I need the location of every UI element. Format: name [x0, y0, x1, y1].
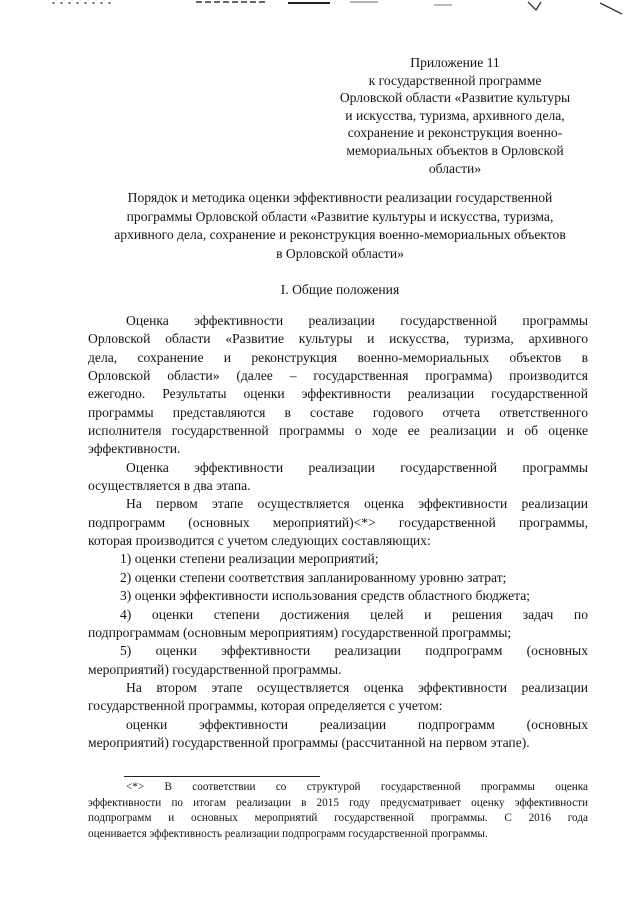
body-line: эффективности.: [88, 441, 181, 457]
body-line: Оценка эффективности реализации государственной программы: [126, 459, 588, 475]
body-line: программы представляются в составе годового отчета ответственного: [88, 404, 588, 420]
scan-artifacts: [0, 0, 640, 20]
list-item: 3) оценки эффективности использования средств областного бюджета;: [120, 588, 531, 604]
footnote-separator: [124, 776, 320, 777]
body-line: подпрограмм (основных мероприятий)<*> государственной программы,: [88, 514, 588, 530]
title-line: Порядок и методика оценки эффективности реализации государственной: [127, 190, 553, 205]
appendix-note: [322, 54, 588, 177]
body-line: Орловской области «Развитие культуры и искусства, туризма, архивного: [88, 331, 588, 347]
title-line: архивного дела, сохранение и реконструкция военно-мемориальных объектов: [114, 227, 566, 242]
body-line: дела, сохранение и реконструкция военно-мемориальных объектов в: [88, 349, 588, 365]
appendix-line: мемориальных объектов в Орловской: [346, 142, 564, 158]
appendix-line: области»: [428, 160, 482, 176]
body-line: мероприятий) государственной программы.: [88, 661, 342, 677]
appendix-line: Приложение 11: [410, 55, 500, 70]
list-item: 5) оценки эффективности реализации подпрограмм (основных: [120, 643, 588, 659]
list-item: 4) оценки степени достижения целей и решения задач по: [120, 606, 588, 622]
body-line: ежегодно. Результаты оценки эффективности реализации государственной: [88, 386, 588, 402]
section-heading: I. Общие положения: [280, 282, 400, 297]
body-line: которая производится с учетом следующих составляющих:: [88, 533, 431, 549]
body-line: осуществляется в два этапа.: [88, 478, 251, 494]
body-text: [88, 312, 588, 752]
footnote-line: подпрограмм и основных мероприятий государственной программы. С 2016 года: [88, 812, 588, 825]
document-title: [80, 189, 600, 263]
list-item: 2) оценки степени соответствия запланированному уровню затрат;: [120, 569, 507, 585]
body-line: подпрограммам (основным мероприятиям) государственной программы;: [88, 624, 512, 640]
body-line: Орловской области» (далее – государственная программа) производится: [88, 368, 588, 384]
footnote: [88, 780, 588, 842]
footnote-line: <*> В соответствии со структурой государственной программы оценка: [126, 781, 588, 793]
appendix-line: к государственной программе: [368, 72, 542, 88]
footnote-line: эффективности по итогам реализации в 2015 году предусматривает оценку эффективности: [88, 796, 588, 809]
body-line: мероприятий) государственной программы (рассчитанной на первом этапе).: [88, 734, 530, 750]
title-line: программы Орловской области «Развитие культуры и искусства, туризма,: [126, 208, 554, 224]
body-line: Оценка эффективности реализации государственной программы: [126, 313, 588, 328]
appendix-line: сохранение и реконструкция военно-: [347, 125, 563, 141]
body-line: оценки эффективности реализации подпрограмм (основных: [126, 716, 588, 732]
body-line: На втором этапе осуществляется оценка эффективности реализации: [126, 679, 588, 695]
appendix-line: Орловской области «Развитие культуры: [339, 90, 571, 106]
body-line: На первом этапе осуществляется оценка эффективности реализации: [126, 496, 588, 512]
appendix-line: и искусства, туризма, архивного дела,: [345, 107, 565, 123]
body-line: государственной программы, которая определяется с учетом:: [88, 698, 443, 714]
list-item: 1) оценки степени реализации мероприятий;: [120, 551, 379, 567]
title-line: в Орловской области»: [276, 245, 404, 261]
body-line: исполнителя государственной программы о ходе ее реализации и об оценке: [88, 423, 588, 439]
footnote-line: оценивается эффективность реализации подпрограмм государственной программы.: [88, 827, 488, 840]
